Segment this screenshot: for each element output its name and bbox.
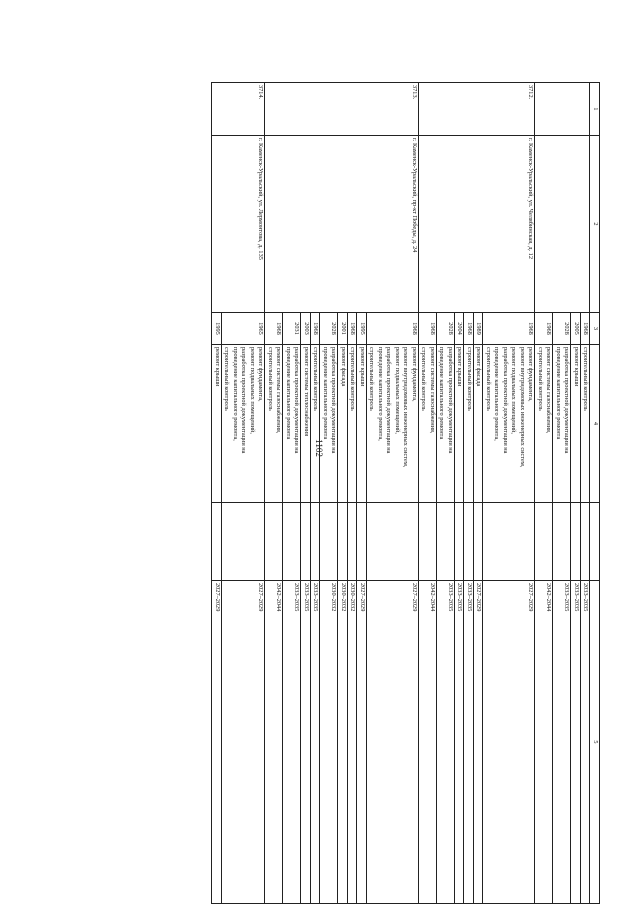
header-col-3: 3 bbox=[590, 313, 600, 345]
year-cell: 2005 bbox=[571, 313, 581, 345]
work-type-cell: ремонт фундамента, ремонт внутридомовых инженерных систем, ремонт подвальных помещений, разработка проектной документации на проведение капитального ремонта, строительный контроль bbox=[483, 345, 535, 503]
header-col-4: 4 bbox=[590, 345, 600, 503]
year-cell: 1968 bbox=[483, 313, 535, 345]
period-cell: 2027–2029 bbox=[222, 581, 266, 904]
work-type-cell: строительный контроль bbox=[348, 345, 358, 503]
work-type-cell: ремонт крыши bbox=[212, 345, 222, 503]
work-type-cell: ремонт системы газоснабжения, строительный контроль bbox=[419, 345, 437, 503]
capital-repair-table bbox=[212, 82, 601, 904]
object-number: 3714. bbox=[212, 83, 265, 136]
spacer-cell bbox=[338, 503, 348, 543]
spacer-cell bbox=[464, 543, 474, 581]
page-number: 1102 bbox=[314, 439, 324, 457]
object-number: 3713. bbox=[265, 83, 419, 136]
period-cell: 2027–2029 bbox=[474, 581, 484, 904]
year-cell: 1965 bbox=[222, 313, 266, 345]
rotated-table-area bbox=[80, 82, 600, 903]
period-cell: 2033–2035 bbox=[464, 581, 474, 904]
year-cell: 1968 bbox=[535, 313, 553, 345]
year-cell: 2028 bbox=[553, 313, 571, 345]
spacer-cell bbox=[311, 503, 321, 543]
spacer-cell bbox=[474, 543, 484, 581]
header-spacer bbox=[590, 503, 600, 543]
work-type-cell: ремонт фасада bbox=[338, 345, 348, 503]
spacer-cell bbox=[301, 503, 311, 543]
year-cell: 1995 bbox=[357, 313, 367, 345]
period-cell: 2042–2044 bbox=[265, 581, 283, 904]
spacer-cell bbox=[455, 543, 465, 581]
table-row bbox=[483, 83, 535, 904]
object-address: г. Каменск-Уральский, пр-кт Победы, д. 24 bbox=[265, 136, 419, 313]
spacer-cell bbox=[483, 543, 535, 581]
spacer-cell bbox=[581, 543, 591, 581]
spacer-cell bbox=[348, 543, 358, 581]
spacer-cell bbox=[571, 543, 581, 581]
year-cell: 1968 bbox=[581, 313, 591, 345]
period-cell: 2033–2035 bbox=[455, 581, 465, 904]
period-cell: 2033–2035 bbox=[311, 581, 321, 904]
object-address: г. Каменск-Уральский, ул. Челябинская, д. 12 bbox=[419, 136, 536, 313]
year-cell: 1968 bbox=[419, 313, 437, 345]
spacer-cell bbox=[367, 503, 419, 543]
year-cell: 1968 bbox=[348, 313, 358, 345]
work-type-cell: разработка проектной документации на проведение капитального ремонта bbox=[553, 345, 571, 503]
year-cell: 1995 bbox=[212, 313, 222, 345]
work-type-cell: разработка проектной документации на проведение капитального ремонта bbox=[283, 345, 301, 503]
table-row bbox=[581, 83, 591, 904]
work-type-cell: ремонт фундамента, ремонт внутридомовых инженерных систем, ремонт подвальных помещений, разработка проектной документации на проведение капитального ремонта, строительный контроль bbox=[367, 345, 419, 503]
spacer-cell bbox=[571, 503, 581, 543]
period-cell: 2033–2035 bbox=[571, 581, 581, 904]
header-row bbox=[590, 83, 600, 904]
period-cell: 2042–2044 bbox=[419, 581, 437, 904]
spacer-cell bbox=[212, 543, 222, 581]
spacer-cell bbox=[535, 543, 553, 581]
work-type-cell: ремонт системы газоснабжения, строительный контроль bbox=[535, 345, 553, 503]
spacer-cell bbox=[265, 503, 283, 543]
spacer-cell bbox=[222, 503, 266, 543]
year-cell: 1989 bbox=[474, 313, 484, 345]
period-cell: 2033–2035 bbox=[301, 581, 311, 904]
year-cell: 2031 bbox=[283, 313, 301, 345]
spacer-cell bbox=[437, 543, 455, 581]
spacer-cell bbox=[419, 503, 437, 543]
year-cell: 2001 bbox=[338, 313, 348, 345]
work-type-cell: ремонт фасада bbox=[474, 345, 484, 503]
object-number: 3712. bbox=[419, 83, 536, 136]
period-cell: 2033–2035 bbox=[553, 581, 571, 904]
header-col-1: 1 bbox=[590, 83, 600, 136]
year-cell: 1968 bbox=[265, 313, 283, 345]
period-cell: 2030–2032 bbox=[320, 581, 338, 904]
spacer-cell bbox=[222, 543, 266, 581]
work-type-cell: строительный контроль bbox=[464, 345, 474, 503]
year-cell: 2028 bbox=[320, 313, 338, 345]
spacer-cell bbox=[212, 503, 222, 543]
year-cell: 2028 bbox=[437, 313, 455, 345]
period-cell: 2027–2029 bbox=[212, 581, 222, 904]
object-address: г. Каменск-Уральский, ул. Лермонтова, д. 135 bbox=[212, 136, 265, 313]
object-number bbox=[535, 83, 590, 136]
period-cell: 2033–2035 bbox=[283, 581, 301, 904]
spacer-cell bbox=[419, 543, 437, 581]
work-type-cell: ремонт крыши bbox=[571, 345, 581, 503]
object-address bbox=[535, 136, 590, 313]
spacer-cell bbox=[357, 543, 367, 581]
spacer-cell bbox=[535, 503, 553, 543]
work-type-cell: ремонт фундамента, ремонт подвальных помещений, разработка проектной документации на проведение капитального ремонта, строительный контроль bbox=[222, 345, 266, 503]
spacer-cell bbox=[338, 543, 348, 581]
work-type-cell: ремонт крыши bbox=[455, 345, 465, 503]
work-type-cell: разработка проектной документации на проведение капитального ремонта bbox=[437, 345, 455, 503]
spacer-cell bbox=[455, 503, 465, 543]
spacer-cell bbox=[320, 543, 338, 581]
table-body bbox=[212, 83, 590, 904]
header-col-2: 2 bbox=[590, 136, 600, 313]
year-cell: 2003 bbox=[301, 313, 311, 345]
period-cell: 2033–2035 bbox=[581, 581, 591, 904]
spacer-cell bbox=[437, 503, 455, 543]
period-cell: 2027–2029 bbox=[483, 581, 535, 904]
work-type-cell: ремонт системы теплоснабжения bbox=[301, 345, 311, 503]
spacer-cell bbox=[474, 503, 484, 543]
spacer-cell bbox=[553, 543, 571, 581]
work-type-cell: строительный контроль bbox=[581, 345, 591, 503]
table-row bbox=[222, 83, 266, 904]
period-cell: 2027–2029 bbox=[357, 581, 367, 904]
spacer-cell bbox=[311, 543, 321, 581]
spacer-cell bbox=[265, 543, 283, 581]
spacer-cell bbox=[301, 543, 311, 581]
spacer-cell bbox=[283, 503, 301, 543]
period-cell: 2030–2032 bbox=[348, 581, 358, 904]
period-cell: 2027–2029 bbox=[367, 581, 419, 904]
header-col-5: 5 bbox=[590, 581, 600, 904]
spacer-cell bbox=[553, 503, 571, 543]
year-cell: 1968 bbox=[464, 313, 474, 345]
spacer-cell bbox=[464, 503, 474, 543]
period-cell: 2033–2035 bbox=[437, 581, 455, 904]
work-type-cell: строительный контроль bbox=[311, 345, 321, 503]
spacer-cell bbox=[357, 503, 367, 543]
spacer-cell bbox=[283, 543, 301, 581]
work-type-cell: разработка проектной документации на проведение капитального ремонта bbox=[320, 345, 338, 503]
period-cell: 2030–2032 bbox=[338, 581, 348, 904]
work-type-cell: ремонт крыши bbox=[357, 345, 367, 503]
table-row bbox=[367, 83, 419, 904]
year-cell: 1968 bbox=[367, 313, 419, 345]
work-type-cell: ремонт системы газоснабжения, строительный контроль bbox=[265, 345, 283, 503]
spacer-cell bbox=[348, 503, 358, 543]
header-spacer bbox=[590, 543, 600, 581]
spacer-cell bbox=[320, 503, 338, 543]
year-cell: 1968 bbox=[311, 313, 321, 345]
period-cell: 2042–2044 bbox=[535, 581, 553, 904]
spacer-cell bbox=[581, 503, 591, 543]
spacer-cell bbox=[367, 543, 419, 581]
year-cell: 2004 bbox=[455, 313, 465, 345]
spacer-cell bbox=[483, 503, 535, 543]
